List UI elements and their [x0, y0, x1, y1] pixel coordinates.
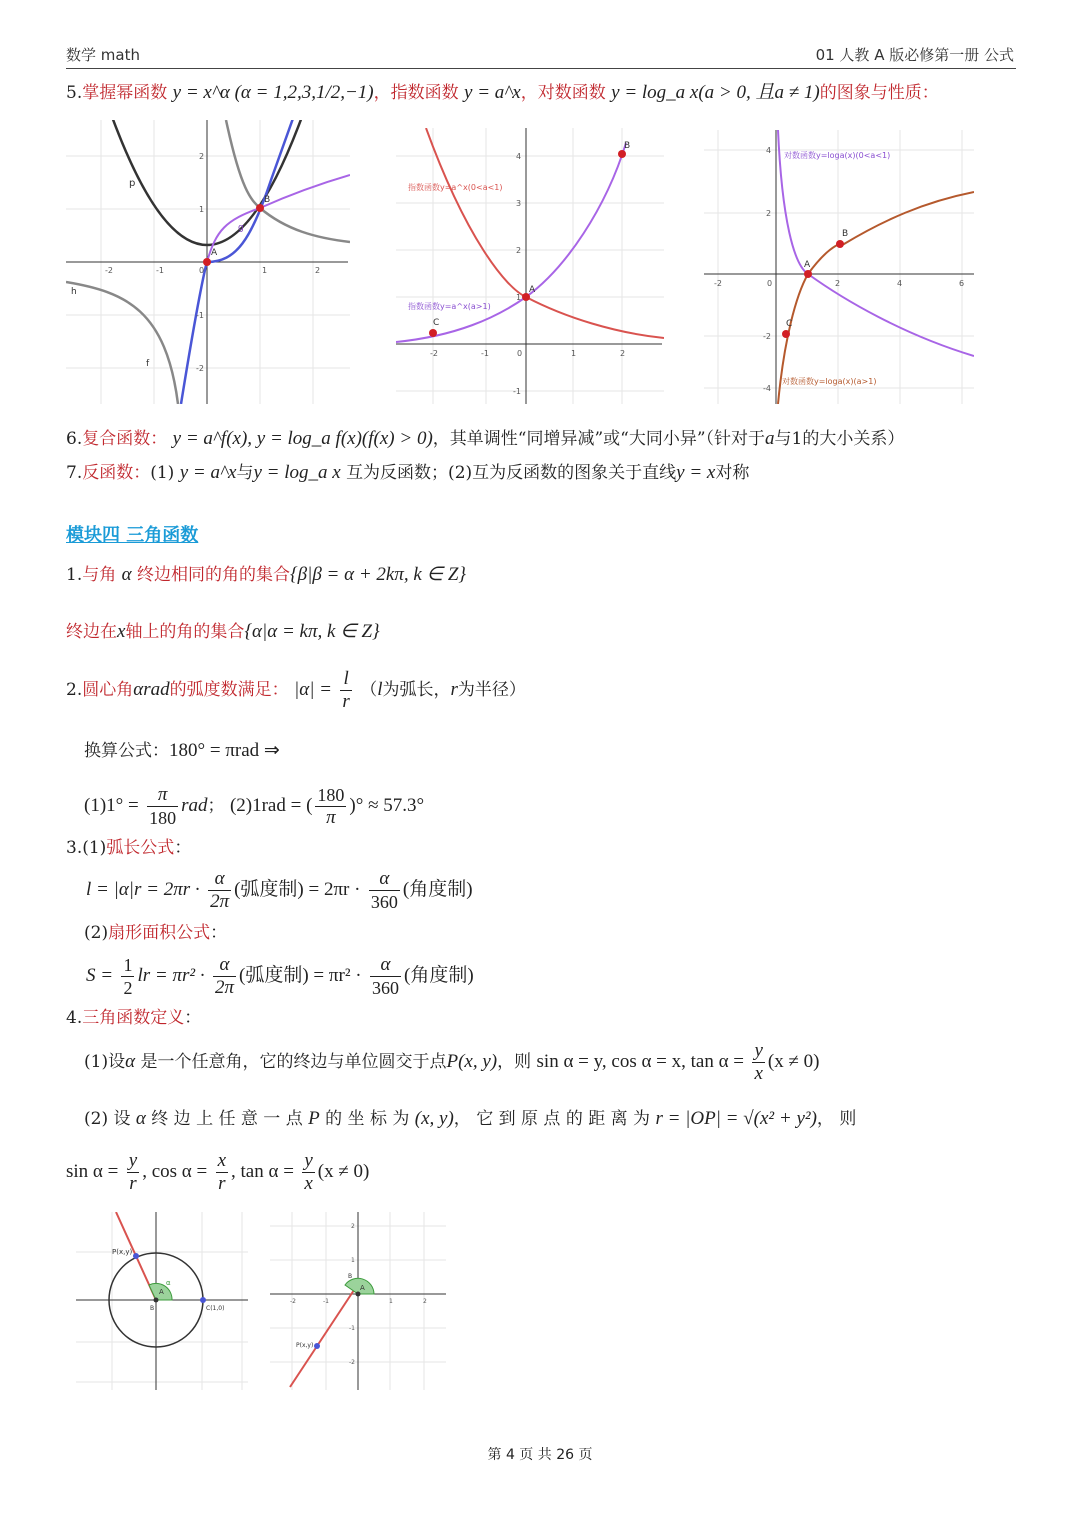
denominator: 2π — [210, 891, 230, 912]
y-tick: 2 — [516, 246, 522, 255]
item-number: 3.(1) — [66, 838, 107, 858]
y-tick: 4 — [766, 146, 772, 155]
curve-label-increasing: 对数函数y=loga(x)(a>1) — [782, 377, 877, 386]
header-right: 01 人教 A 版必修第一册 公式 — [815, 46, 1014, 64]
item-number: 2. — [66, 680, 83, 700]
fraction — [127, 1150, 139, 1195]
point-label-a: A — [804, 260, 811, 270]
text: (x ≠ 0) — [317, 1161, 370, 1182]
text: ，则 — [497, 1052, 532, 1072]
var-x: x — [117, 621, 126, 642]
text: ， 它 到 原 点 的 距 离 为 — [453, 1109, 651, 1129]
denominator: x — [304, 1173, 313, 1194]
item-number: 1. — [66, 565, 83, 585]
text: 终边在 — [66, 622, 117, 642]
unit-circle-graph — [76, 1212, 248, 1390]
numerator: α — [213, 954, 236, 977]
x-tick: 1 — [262, 266, 268, 275]
text: （ — [360, 680, 378, 700]
sector-area-formula — [86, 950, 474, 1002]
text: (2)1rad = ( — [229, 795, 313, 816]
coords: (x, y) — [414, 1108, 454, 1129]
point-label-c: C — [433, 318, 440, 328]
text: (2) 设 — [84, 1109, 131, 1129]
item-5-title: 掌握幂函数 — [82, 83, 168, 103]
numerator: l — [340, 668, 351, 691]
fraction — [752, 1040, 764, 1085]
text: , cos α = — [142, 1161, 208, 1182]
var-a: a — [765, 428, 775, 449]
text: (1)设 — [84, 1052, 126, 1072]
x-tick: -1 — [323, 1298, 329, 1305]
separator: ； — [207, 796, 225, 816]
fraction — [213, 954, 236, 999]
y-tick: 4 — [516, 152, 522, 161]
denominator: 2 — [123, 978, 133, 998]
text: 对称 — [715, 463, 750, 483]
text: )° ≈ 57.3° — [349, 795, 425, 816]
x-tick: -2 — [714, 279, 722, 288]
text: 的弧度数满足： — [169, 680, 289, 700]
text: 弧长公式 — [106, 838, 175, 858]
conversion-line — [84, 740, 280, 762]
text: (弧度制) = πr² · — [239, 965, 362, 986]
text: sin α = — [66, 1161, 119, 1182]
tri-item-2 — [66, 664, 526, 716]
line-formula: y = x — [676, 462, 716, 483]
curve-label-growth: 指数函数y=a^x(a>1) — [408, 302, 491, 311]
curve-label-decay: 指数函数y=a^x(0<a<1) — [408, 183, 503, 192]
abs-alpha: |α| = — [294, 679, 333, 700]
fraction — [302, 1150, 314, 1195]
numerator: y — [304, 1150, 313, 1171]
y-tick: 1 — [199, 205, 205, 214]
text: (弧度制) = 2πr · — [234, 879, 361, 900]
item-7-title: 反函数： — [82, 463, 151, 483]
point-label-b: B — [624, 141, 631, 151]
definition-1 — [84, 1036, 819, 1088]
denominator: x — [754, 1063, 763, 1084]
text: ： — [184, 1008, 202, 1028]
numerator: α — [370, 954, 401, 977]
conversion-detail — [84, 780, 424, 832]
point-label-a: A — [159, 1288, 164, 1296]
alpha: α — [121, 564, 132, 585]
item-number: 4. — [66, 1008, 83, 1028]
point-label-b: B — [150, 1305, 155, 1312]
x-tick: -1 — [481, 349, 489, 358]
y-tick: 3 — [516, 199, 522, 208]
item-6-tail: 与1的大小关系） — [774, 429, 905, 449]
text: ， 则 — [816, 1109, 857, 1129]
text: , tan α = — [231, 1161, 294, 1182]
power-function-graph — [66, 120, 350, 404]
point-label-p: P(x,y) — [112, 1248, 133, 1256]
numerator: y — [128, 1150, 138, 1171]
text: 终 边 上 任 意 一 点 — [151, 1109, 303, 1129]
tri-item-1b — [66, 621, 380, 643]
text: 轴上的角的集合 — [125, 622, 245, 642]
item-5 — [66, 82, 939, 104]
text: 是一个任意角，它的终边与单位圆交于点 — [140, 1052, 447, 1072]
y-tick: 1 — [516, 293, 522, 302]
text: 与 — [236, 463, 254, 483]
var-p: P — [308, 1108, 320, 1129]
log-formula: y = log_a x(a > 0, 且a ≠ 1) — [611, 82, 820, 103]
tri-item-1 — [66, 564, 466, 586]
text: 互为反函数；(2)互为反函数的图象关于直线 — [346, 463, 677, 483]
text: S = — [86, 965, 114, 986]
fraction — [208, 868, 231, 913]
text: (角度制) — [404, 965, 474, 986]
denominator: 360 — [372, 978, 400, 998]
denominator: r — [129, 1173, 137, 1194]
text: 终边相同的角的集合 — [137, 565, 291, 585]
point-label-b: B — [842, 229, 849, 239]
point-label-b: B — [264, 195, 271, 205]
x-tick: 2 — [835, 279, 841, 288]
text: 的 坐 标 为 — [325, 1109, 410, 1129]
unit: rad — [181, 795, 208, 816]
fraction — [315, 784, 346, 829]
composite-formula: y = a^f(x), y = log_a f(x)(f(x) > 0) — [172, 428, 433, 449]
exponential-function-graph — [396, 128, 664, 404]
y-tick: -2 — [349, 1359, 355, 1366]
curve-label-f: f — [146, 359, 150, 369]
log-label: ，对数函数 — [520, 83, 606, 103]
tri-item-3 — [66, 837, 191, 859]
point-label-a: A — [529, 285, 536, 295]
denominator: 360 — [370, 892, 398, 912]
numerator: π — [147, 784, 178, 807]
fraction — [370, 954, 401, 999]
text: ： — [174, 838, 192, 858]
point-label-a: A — [211, 248, 218, 258]
text: 为弧长， — [382, 680, 451, 700]
curve-label-g: g — [238, 223, 244, 233]
text: 三角函数定义 — [82, 1008, 185, 1028]
item-number: 7. — [66, 463, 83, 483]
x-tick: -1 — [156, 266, 164, 275]
text: 扇形面积公式 — [108, 923, 211, 943]
module-heading: 模块四 三角函数 — [66, 525, 199, 546]
item-number: (2) — [84, 923, 109, 943]
y-tick: 2 — [351, 1223, 355, 1230]
fraction — [369, 868, 400, 913]
curve-label-p: p — [129, 178, 136, 189]
trig-formula: sin α = y, cos α = x, tan α = — [536, 1051, 745, 1072]
text: 圆心角 — [82, 680, 134, 700]
point-label-a: A — [360, 1284, 365, 1292]
denominator: r — [218, 1173, 226, 1194]
text: (1)1° = — [84, 795, 139, 816]
denominator: r — [342, 691, 350, 712]
point-label-p: P(x,y) — [296, 1342, 314, 1349]
point-label-b: B — [348, 1273, 353, 1280]
point-p: P(x, y) — [446, 1051, 498, 1072]
x-tick: 4 — [897, 279, 903, 288]
text: (角度制) — [402, 879, 473, 900]
x-tick: -2 — [105, 266, 113, 275]
coterminal-set: {β|β = α + 2kπ, k ∈ Z} — [290, 564, 466, 585]
text: (1) — [150, 463, 175, 483]
x-tick: 2 — [423, 1298, 427, 1305]
distance-formula: r = |OP| = √(x² + y²) — [655, 1108, 817, 1129]
exp-label: ，指数函数 — [373, 83, 459, 103]
terminal-side-graph — [270, 1212, 446, 1390]
exp-formula: y = a^x — [179, 462, 237, 483]
numerator: x — [217, 1150, 227, 1171]
x-tick: 2 — [620, 349, 626, 358]
text: lr = πr² · — [137, 965, 205, 986]
header-left: 数学 math — [66, 46, 140, 64]
x-tick: 0 — [767, 279, 773, 288]
item-6-text: ，其单调性“同增异减”或“大同小异”（针对于 — [432, 429, 766, 449]
curve-label-decreasing: 对数函数y=loga(x)(0<a<1) — [784, 151, 891, 160]
x-tick: 0 — [199, 266, 205, 275]
fraction — [216, 1150, 228, 1195]
alpha: α — [125, 1051, 136, 1072]
x-tick: -2 — [290, 1298, 296, 1305]
header-rule — [66, 68, 1016, 69]
log-formula: y = log_a x — [253, 462, 341, 483]
x-tick: 2 — [315, 266, 321, 275]
y-tick: -2 — [196, 364, 204, 373]
numerator: α — [208, 868, 231, 891]
y-tick: -1 — [513, 387, 521, 396]
text: 换算公式： — [84, 741, 169, 761]
x-axis-set: {α|α = kπ, k ∈ Z} — [244, 621, 380, 642]
angle-label: α — [166, 1279, 171, 1287]
text: l = |α|r = 2πr · — [86, 879, 200, 900]
y-tick: 1 — [351, 1257, 355, 1264]
item-number: 5. — [66, 83, 83, 103]
definition-2b — [66, 1146, 369, 1198]
denominator: 180 — [149, 808, 177, 828]
x-tick: 1 — [389, 1298, 393, 1305]
logarithmic-function-graph — [704, 130, 974, 404]
numerator: y — [754, 1040, 763, 1061]
tri-item-3b — [84, 922, 227, 944]
x-tick: -2 — [430, 349, 438, 358]
page-footer: 第 4 页 共 26 页 — [487, 1447, 593, 1463]
text: 为半径） — [457, 680, 526, 700]
text: (x ≠ 0) — [767, 1051, 820, 1072]
curve-label-h: h — [71, 287, 77, 297]
y-tick: -2 — [763, 332, 771, 341]
y-tick: -1 — [196, 311, 204, 320]
alpha-rad: αrad — [133, 679, 170, 700]
point-label-c: C — [786, 319, 793, 329]
numerator: 1 — [123, 955, 133, 975]
text: ： — [210, 923, 228, 943]
tri-item-4 — [66, 1007, 201, 1029]
var-r: r — [450, 679, 458, 700]
y-tick: -4 — [763, 384, 771, 393]
denominator: π — [326, 807, 336, 828]
text: 与角 — [82, 565, 117, 585]
y-tick: 2 — [766, 209, 772, 218]
var-l: l — [377, 679, 383, 700]
x-tick: 6 — [959, 279, 965, 288]
definition-2 — [84, 1108, 1016, 1130]
numerator: 180 — [317, 785, 345, 805]
exp-formula: y = a^x — [464, 82, 521, 103]
item-6-title: 复合函数： — [82, 429, 168, 449]
item-number: 6. — [66, 429, 83, 449]
point-label-c: C(1,0) — [206, 1305, 225, 1312]
fraction-l-over-r — [340, 668, 351, 713]
power-formula: y = x^α (α = 1,2,3,1/2,−1) — [172, 82, 374, 103]
alpha: α — [135, 1108, 146, 1129]
y-tick: 2 — [199, 152, 205, 161]
fraction — [147, 784, 178, 829]
x-tick: 1 — [571, 349, 577, 358]
denominator: 2π — [215, 977, 235, 998]
item-6 — [66, 428, 904, 450]
fraction — [121, 954, 134, 999]
arc-length-formula — [86, 864, 473, 916]
numerator: α — [369, 868, 400, 891]
conversion-formula: 180° = πrad ⇒ — [169, 740, 280, 761]
item-7 — [66, 462, 749, 484]
y-tick: -1 — [349, 1325, 355, 1332]
x-tick: 0 — [517, 349, 523, 358]
item-5-tail: 的图象与性质： — [819, 83, 939, 103]
